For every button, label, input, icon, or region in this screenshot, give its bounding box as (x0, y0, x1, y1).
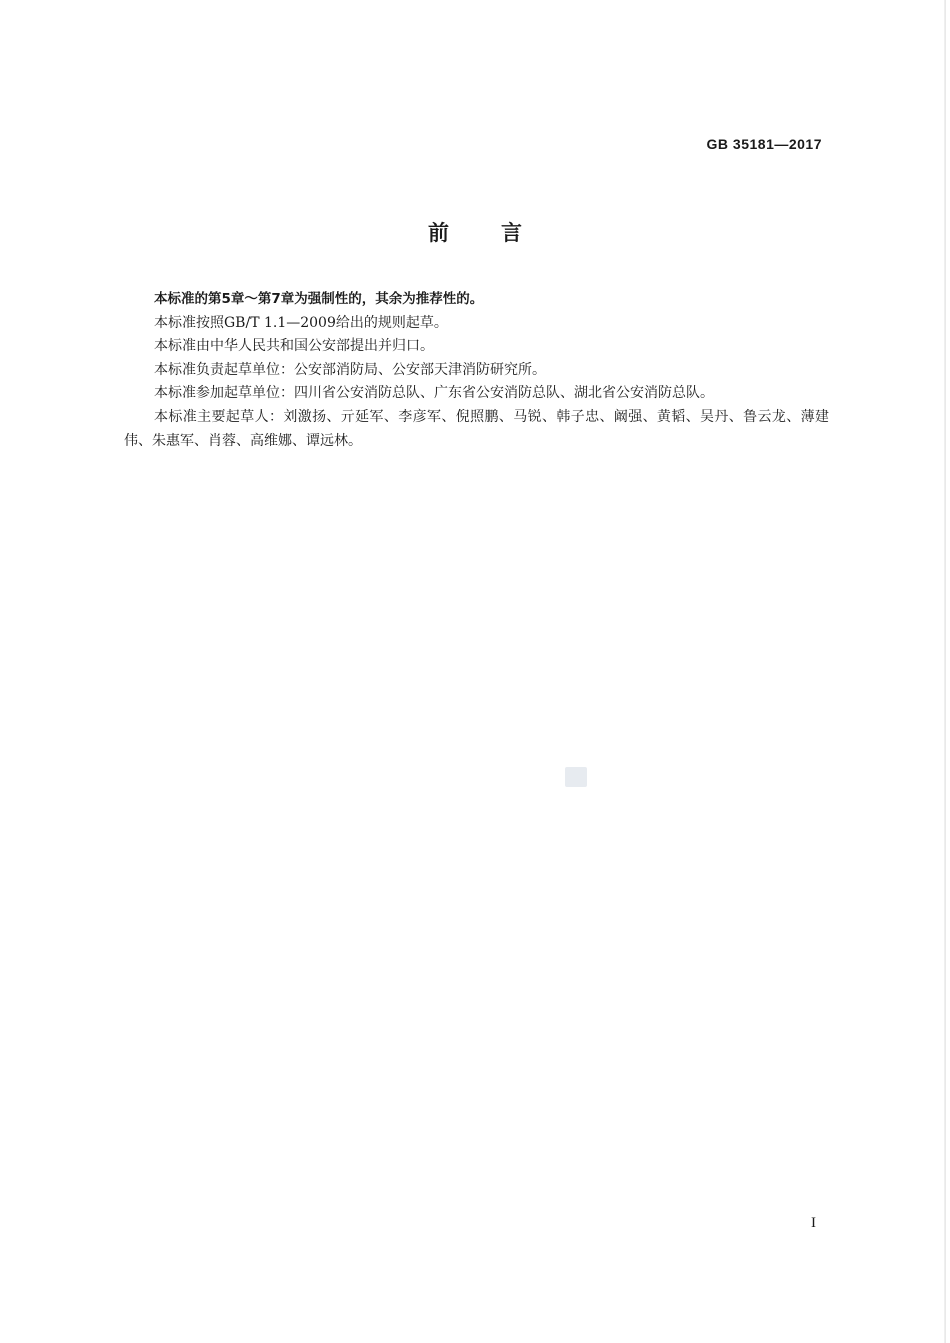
paragraph-responsible-units: 本标准负责起草单位：公安部消防局、公安部天津消防研究所。 (154, 361, 546, 378)
paragraph-mandatory-scope: 本标准的第5章～第7章为强制性的，其余为推荐性的。 (154, 291, 484, 307)
standard-code: GB 35181—2017 (706, 136, 822, 152)
paragraph-drafting-rules: 本标准按照GB/T 1.1—2009给出的规则起草。 (154, 314, 448, 331)
paragraph-proposer: 本标准由中华人民共和国公安部提出并归口。 (154, 338, 434, 355)
scan-artifact (565, 767, 587, 787)
scan-edge (944, 0, 946, 1343)
preface-body (124, 288, 829, 453)
page-number: I (811, 1215, 816, 1231)
page-title: 前言 (428, 221, 574, 245)
paragraph-participating-units: 本标准参加起草单位：四川省公安消防总队、广东省公安消防总队、湖北省公安消防总队。 (154, 385, 714, 402)
paragraph-main-drafters: 本标准主要起草人：刘激扬、亓延军、李彦军、倪照鹏、马锐、韩子忠、阚强、黄韬、吴丹、鲁云龙、薄建伟、朱惠军、肖蓉、高维娜、谭远林。 (124, 408, 829, 449)
